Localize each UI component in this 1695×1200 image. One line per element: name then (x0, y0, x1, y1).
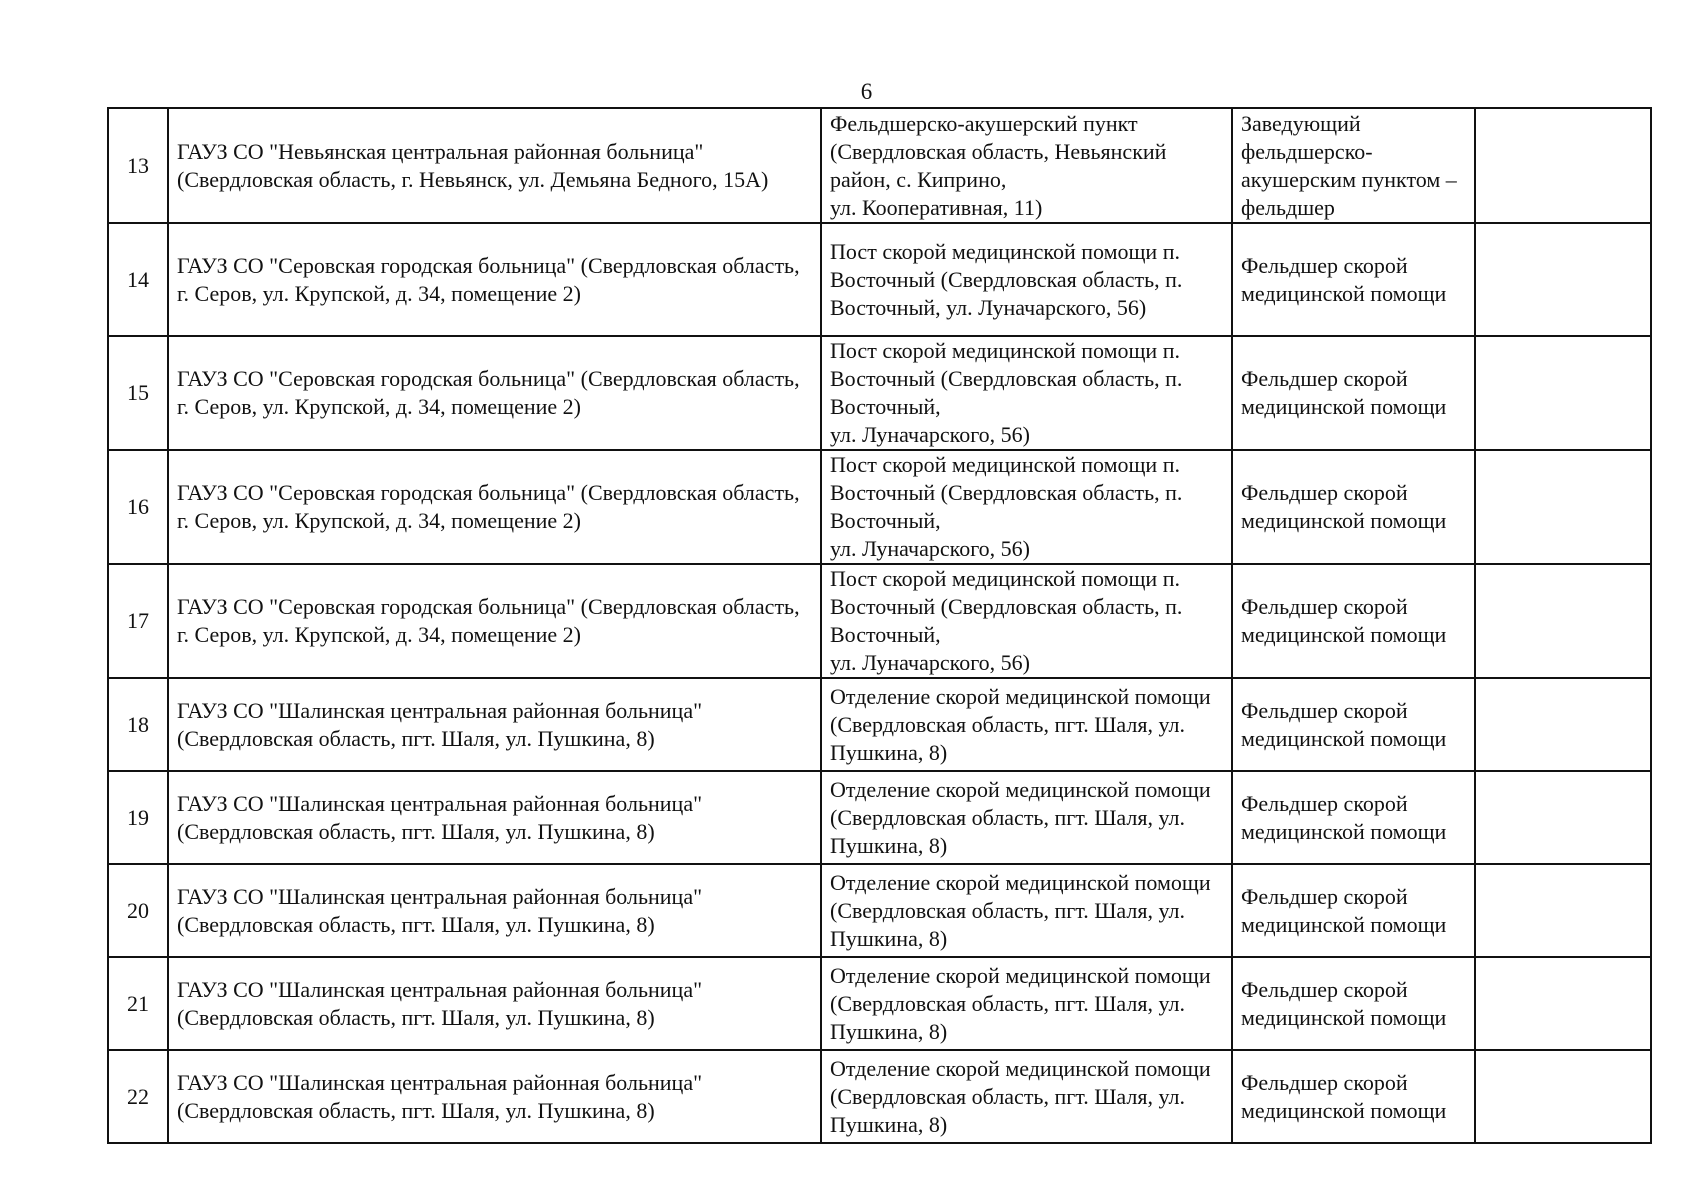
table-row (108, 864, 1651, 957)
table-row (108, 957, 1651, 1050)
organization-cell: ГАУЗ СО "Невьянская центральная районная больница" (Свердловская область, г. Невьянск, ул. Демьяна Бедного, 15А) (168, 108, 821, 223)
unit-cell: Отделение скорой медицинской помощи (Свердловская область, пгт. Шаля, ул. Пушкина, 8) (821, 771, 1232, 864)
table-row (108, 678, 1651, 771)
extra-cell (1475, 223, 1651, 336)
row-number: 13 (108, 108, 168, 223)
unit-cell: Пост скорой медицинской помощи п. Восточный (Свердловская область, п. Восточный, ул. Луначарского, 56) (821, 564, 1232, 678)
position-cell: Фельдшер скорой медицинской помощи (1232, 223, 1475, 336)
extra-cell (1475, 864, 1651, 957)
table-row (108, 771, 1651, 864)
position-cell: Фельдшер скорой медицинской помощи (1232, 771, 1475, 864)
extra-cell (1475, 108, 1651, 223)
row-number: 21 (108, 957, 168, 1050)
organization-cell: ГАУЗ СО "Серовская городская больница" (Свердловская область, г. Серов, ул. Крупской, д. 34, помещение 2) (168, 223, 821, 336)
unit-cell: Отделение скорой медицинской помощи (Свердловская область, пгт. Шаля, ул. Пушкина, 8) (821, 864, 1232, 957)
row-number: 14 (108, 223, 168, 336)
position-cell: Фельдшер скорой медицинской помощи (1232, 957, 1475, 1050)
table-row (108, 564, 1651, 678)
unit-cell: Пост скорой медицинской помощи п. Восточный (Свердловская область, п. Восточный, ул. Луначарского, 56) (821, 450, 1232, 564)
table-row (108, 223, 1651, 336)
unit-cell: Отделение скорой медицинской помощи (Свердловская область, пгт. Шаля, ул. Пушкина, 8) (821, 1050, 1232, 1143)
position-cell: Фельдшер скорой медицинской помощи (1232, 564, 1475, 678)
extra-cell (1475, 450, 1651, 564)
unit-cell: Фельдшерско-акушерский пункт (Свердловская область, Невьянский район, с. Киприно, ул. Кооперативная, 11) (821, 108, 1232, 223)
position-cell: Фельдшер скорой медицинской помощи (1232, 678, 1475, 771)
organization-cell: ГАУЗ СО "Серовская городская больница" (Свердловская область, г. Серов, ул. Крупской, д. 34, помещение 2) (168, 564, 821, 678)
organization-cell: ГАУЗ СО "Серовская городская больница" (Свердловская область, г. Серов, ул. Крупской, д. 34, помещение 2) (168, 336, 821, 450)
position-cell: Фельдшер скорой медицинской помощи (1232, 336, 1475, 450)
row-number: 18 (108, 678, 168, 771)
position-cell: Заведующий фельдшерско-акушерским пунктом – фельдшер (1232, 108, 1475, 223)
table-row (108, 1050, 1651, 1143)
position-cell: Фельдшер скорой медицинской помощи (1232, 864, 1475, 957)
organization-cell: ГАУЗ СО "Шалинская центральная районная больница" (Свердловская область, пгт. Шаля, ул. Пушкина, 8) (168, 957, 821, 1050)
organization-cell: ГАУЗ СО "Шалинская центральная районная больница" (Свердловская область, пгт. Шаля, ул. Пушкина, 8) (168, 864, 821, 957)
table-row (108, 336, 1651, 450)
unit-cell: Пост скорой медицинской помощи п. Восточный (Свердловская область, п. Восточный, ул. Луначарского, 56) (821, 336, 1232, 450)
row-number: 22 (108, 1050, 168, 1143)
unit-cell: Отделение скорой медицинской помощи (Свердловская область, пгт. Шаля, ул. Пушкина, 8) (821, 957, 1232, 1050)
organization-cell: ГАУЗ СО "Шалинская центральная районная больница" (Свердловская область, пгт. Шаля, ул. Пушкина, 8) (168, 678, 821, 771)
extra-cell (1475, 564, 1651, 678)
unit-cell: Пост скорой медицинской помощи п. Восточный (Свердловская область, п. Восточный, ул. Луначарского, 56) (821, 223, 1232, 336)
extra-cell (1475, 771, 1651, 864)
position-cell: Фельдшер скорой медицинской помощи (1232, 1050, 1475, 1143)
extra-cell (1475, 957, 1651, 1050)
organization-cell: ГАУЗ СО "Шалинская центральная районная больница" (Свердловская область, пгт. Шаля, ул. Пушкина, 8) (168, 1050, 821, 1143)
organization-cell: ГАУЗ СО "Шалинская центральная районная больница" (Свердловская область, пгт. Шаля, ул. Пушкина, 8) (168, 771, 821, 864)
unit-cell: Отделение скорой медицинской помощи (Свердловская область, пгт. Шаля, ул. Пушкина, 8) (821, 678, 1232, 771)
row-number: 16 (108, 450, 168, 564)
row-number: 15 (108, 336, 168, 450)
table-row (108, 450, 1651, 564)
row-number: 20 (108, 864, 168, 957)
row-number: 17 (108, 564, 168, 678)
page-number: 6 (860, 79, 873, 104)
organization-cell: ГАУЗ СО "Серовская городская больница" (Свердловская область, г. Серов, ул. Крупской, д. 34, помещение 2) (168, 450, 821, 564)
row-number: 19 (108, 771, 168, 864)
position-cell: Фельдшер скорой медицинской помощи (1232, 450, 1475, 564)
vacancy-table (107, 107, 1652, 1144)
extra-cell (1475, 678, 1651, 771)
table-row (108, 108, 1651, 223)
extra-cell (1475, 1050, 1651, 1143)
extra-cell (1475, 336, 1651, 450)
